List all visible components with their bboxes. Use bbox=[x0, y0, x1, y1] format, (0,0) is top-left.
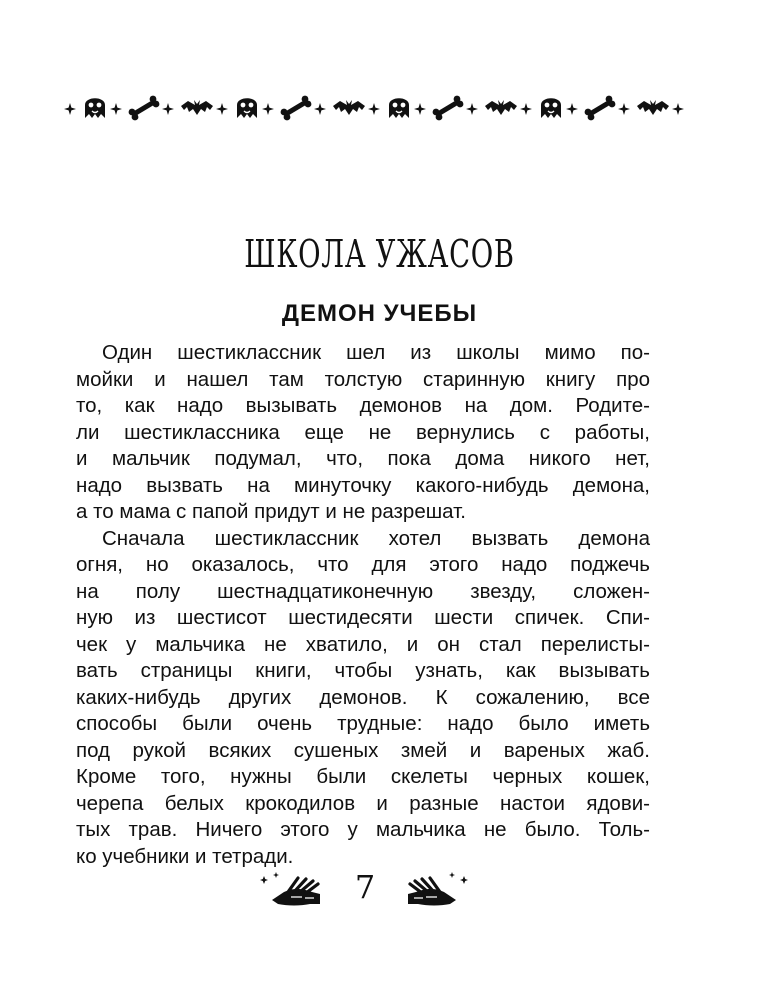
text-line: ли шестиклассника еще не вернулись с работы, bbox=[76, 420, 650, 444]
text-line: ко учебники и тетради. bbox=[76, 844, 294, 868]
ghost-icon bbox=[85, 98, 105, 118]
bat-icon bbox=[637, 100, 669, 115]
ghost-icon bbox=[389, 98, 409, 118]
bat-icon bbox=[181, 100, 213, 115]
bone-icon bbox=[433, 96, 464, 121]
sparkle-icon bbox=[414, 103, 426, 115]
ghost-icon bbox=[541, 98, 561, 118]
text-line: а то мама с папой придут и не разрешат. bbox=[76, 500, 466, 523]
page-footer bbox=[0, 866, 759, 916]
sparkle-icon bbox=[162, 103, 174, 115]
bone-icon bbox=[281, 96, 312, 121]
sparkle-icon bbox=[618, 103, 630, 115]
paragraph-1 bbox=[76, 340, 650, 526]
text-line: способы были очень трудные: надо было иметь bbox=[76, 712, 650, 735]
bone-icon bbox=[129, 96, 160, 121]
sparkle-icon bbox=[466, 103, 478, 115]
text-line: вать страницы книги, чтобы узнать, как вызывать bbox=[76, 659, 650, 682]
text-line: Один шестиклассник шел из школы мимо по- bbox=[102, 341, 650, 364]
text-line: надо вызвать на минуточку какого-нибудь демона, bbox=[76, 473, 650, 497]
sparkle-icon bbox=[64, 103, 76, 115]
bone-icon bbox=[585, 96, 616, 121]
sparkle-icon bbox=[566, 103, 578, 115]
text-line: тых трав. Ничего этого у мальчика не было. Толь- bbox=[76, 818, 650, 841]
sparkle-icon bbox=[314, 103, 326, 115]
text-line: Кроме того, нужны были скелеты черных кошек, bbox=[76, 765, 650, 788]
paragraph-2 bbox=[76, 526, 650, 871]
text-line: ную из шестисот шестидесяти шести спичек. Спи- bbox=[76, 606, 650, 629]
text-line: мойки и нашел там толстую старинную книгу про bbox=[76, 367, 650, 391]
skeleton-hand-left-icon bbox=[258, 870, 328, 910]
sparkle-icon bbox=[368, 103, 380, 115]
story-title: ШКОЛА УЖАСОВ bbox=[244, 232, 515, 276]
sparkle-icon bbox=[110, 103, 122, 115]
header-ornament bbox=[58, 92, 701, 124]
sparkle-icon bbox=[216, 103, 228, 115]
text-line: каких-нибудь других демонов. К сожалению, все bbox=[76, 685, 650, 709]
text-line: то, как надо вызывать демонов на дом. Родите- bbox=[76, 394, 650, 417]
text-line: под рукой всяких сушеных змей и вареных жаб. bbox=[76, 738, 650, 762]
text-line: и мальчик подумал, что, пока дома никого нет, bbox=[76, 447, 650, 470]
bat-icon bbox=[485, 100, 517, 115]
text-line: черепа белых крокодилов и разные настои ядови- bbox=[76, 791, 650, 815]
sparkle-icon bbox=[520, 103, 532, 115]
sparkle-icon bbox=[672, 103, 684, 115]
text-line: на полу шестнадцатиконечную звезду, сложен- bbox=[76, 579, 650, 603]
story-body bbox=[76, 340, 650, 870]
skeleton-hand-right-icon bbox=[400, 870, 470, 910]
text-line: Сначала шестиклассник хотел вызвать демона bbox=[102, 526, 650, 550]
text-line: чек у мальчика не хватило, и он стал перелисты- bbox=[76, 632, 650, 656]
page-number: 7 bbox=[354, 868, 376, 906]
sparkle-icon bbox=[262, 103, 274, 115]
bat-icon bbox=[333, 100, 365, 115]
story-subtitle: ДЕМОН УЧЕБЫ bbox=[281, 300, 478, 327]
ghost-icon bbox=[237, 98, 257, 118]
text-line: огня, но оказалось, что для этого надо поджечь bbox=[76, 553, 650, 576]
